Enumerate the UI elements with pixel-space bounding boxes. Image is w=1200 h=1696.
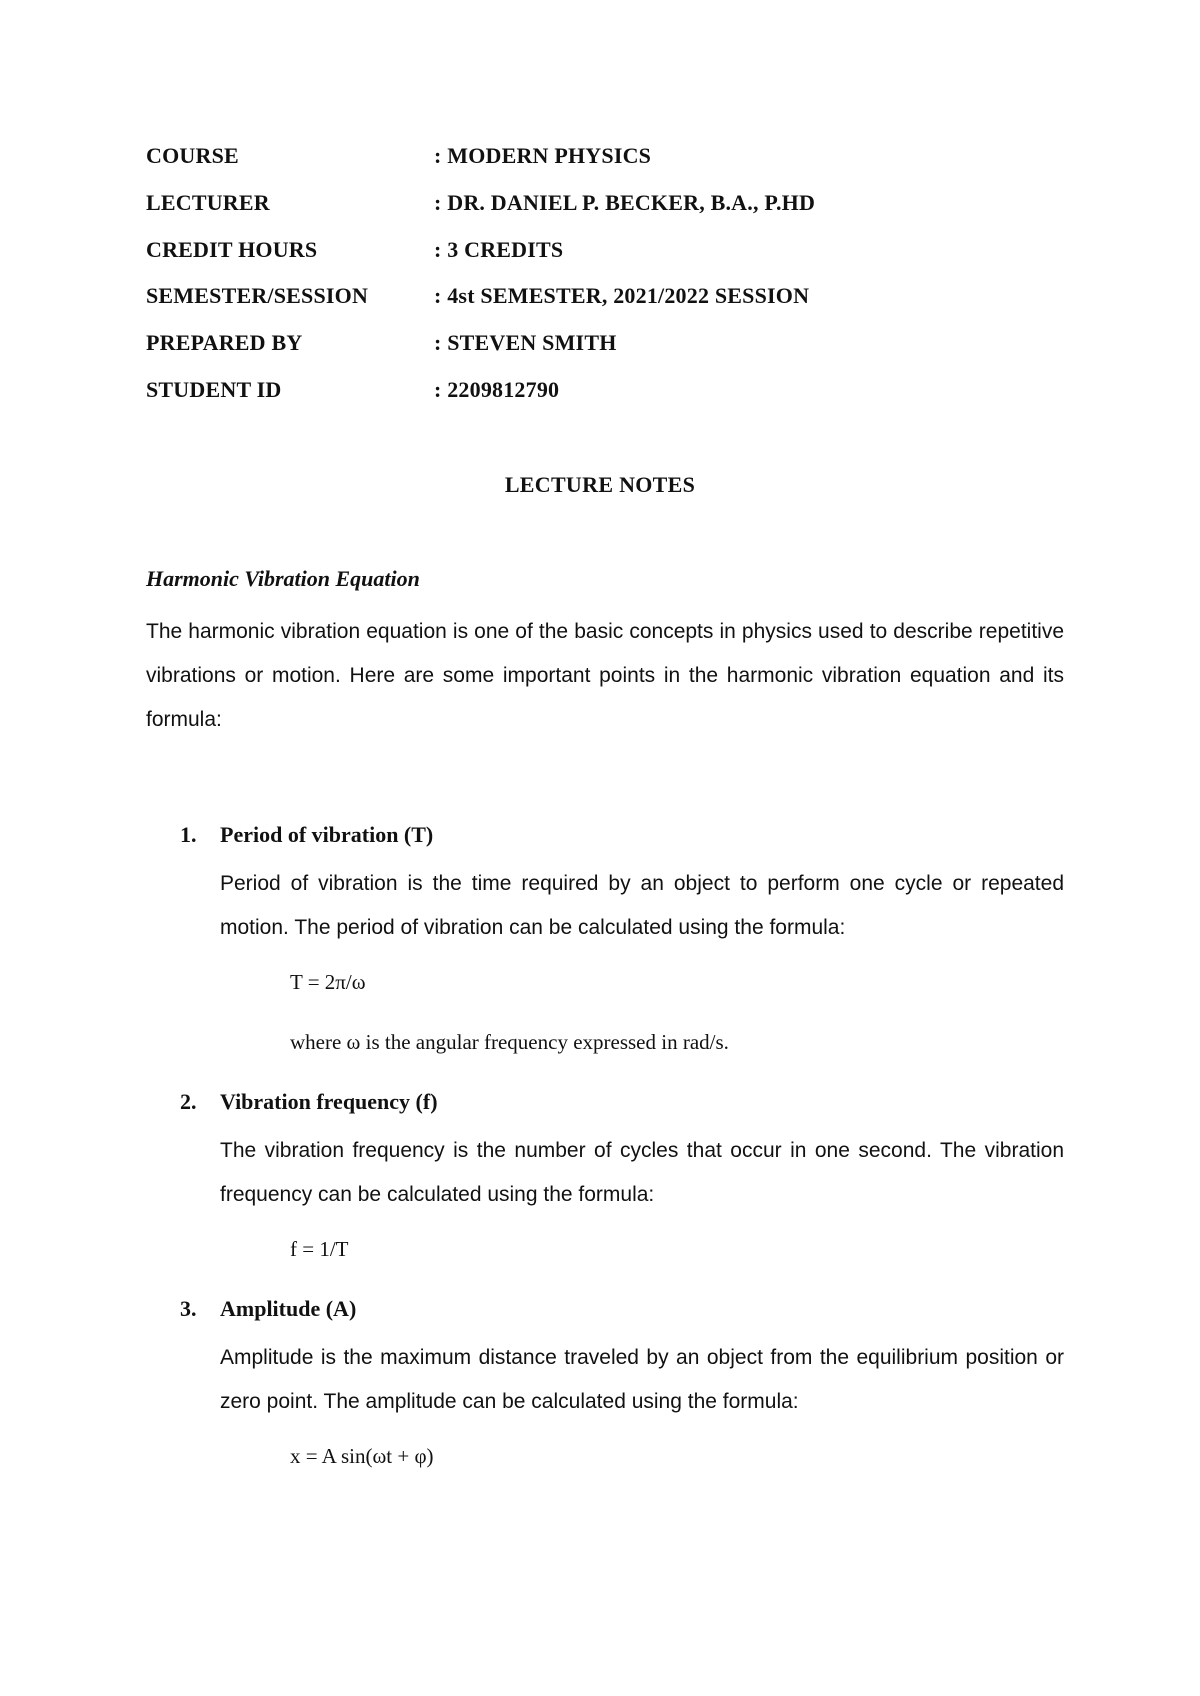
list-item-amplitude	[146, 1296, 1066, 1472]
section-heading: Harmonic Vibration Equation	[146, 566, 420, 591]
info-row-student-id	[146, 377, 1066, 424]
info-value: : 4st SEMESTER, 2021/2022 SESSION	[434, 283, 810, 309]
info-row-prepared-by	[146, 330, 1066, 377]
intro-paragraph: The harmonic vibration equation is one of the basic concepts in physics used to describe repetitive vibrations or motion. Here are some important points in the harmonic vibration equation and its formula:	[146, 620, 1064, 731]
document-title: LECTURE NOTES	[504, 472, 696, 497]
list-item-heading	[146, 822, 1066, 852]
list-item-period	[146, 822, 1066, 1058]
info-value: : 3 CREDITS	[434, 236, 564, 262]
list-item-frequency	[146, 1089, 1066, 1265]
list-item-number: 2.	[180, 1089, 197, 1114]
course-info-table	[146, 143, 1066, 424]
list-item-number: 1.	[180, 822, 197, 847]
formula: f = 1/T	[290, 1237, 349, 1261]
list-item-number: 3.	[180, 1296, 197, 1321]
info-key: LECTURER	[146, 189, 270, 215]
info-row-lecturer	[146, 190, 1066, 237]
list-item-body: The vibration frequency is the number of cycles that occur in one second. The vibration frequency can be calculated using the formula:	[220, 1139, 1064, 1206]
list-item-title: Amplitude (A)	[220, 1296, 357, 1321]
info-row-credit-hours	[146, 237, 1066, 284]
formula-note: where ω is the angular frequency expressed in rad/s.	[290, 1030, 729, 1054]
info-key: STUDENT ID	[146, 376, 282, 402]
info-key: SEMESTER/SESSION	[146, 283, 369, 309]
info-value: : DR. DANIEL P. BECKER, B.A., P.HD	[434, 189, 816, 215]
info-key: PREPARED BY	[146, 330, 303, 356]
info-key: COURSE	[146, 143, 239, 168]
list-item-body: Period of vibration is the time required by an object to perform one cycle or repeated motion. The period of vibration can be calculated using the formula:	[220, 872, 1064, 939]
list-item-heading	[146, 1089, 1066, 1119]
info-row-course	[146, 143, 1066, 190]
list-item-title: Period of vibration (T)	[220, 822, 434, 847]
list-item-heading	[146, 1296, 1066, 1326]
info-row-semester	[146, 283, 1066, 330]
list-item-title: Vibration frequency (f)	[220, 1089, 438, 1114]
info-value: : STEVEN SMITH	[434, 330, 617, 356]
list-item-body: Amplitude is the maximum distance traveled by an object from the equilibrium position or zero point. The amplitude can be calculated using the formula:	[220, 1346, 1064, 1413]
info-key: CREDIT HOURS	[146, 236, 318, 262]
formula: T = 2π/ω	[290, 970, 366, 994]
formula: x = A sin(ωt + φ)	[290, 1444, 434, 1468]
info-value: : 2209812790	[434, 376, 560, 402]
info-value: : MODERN PHYSICS	[434, 143, 652, 168]
